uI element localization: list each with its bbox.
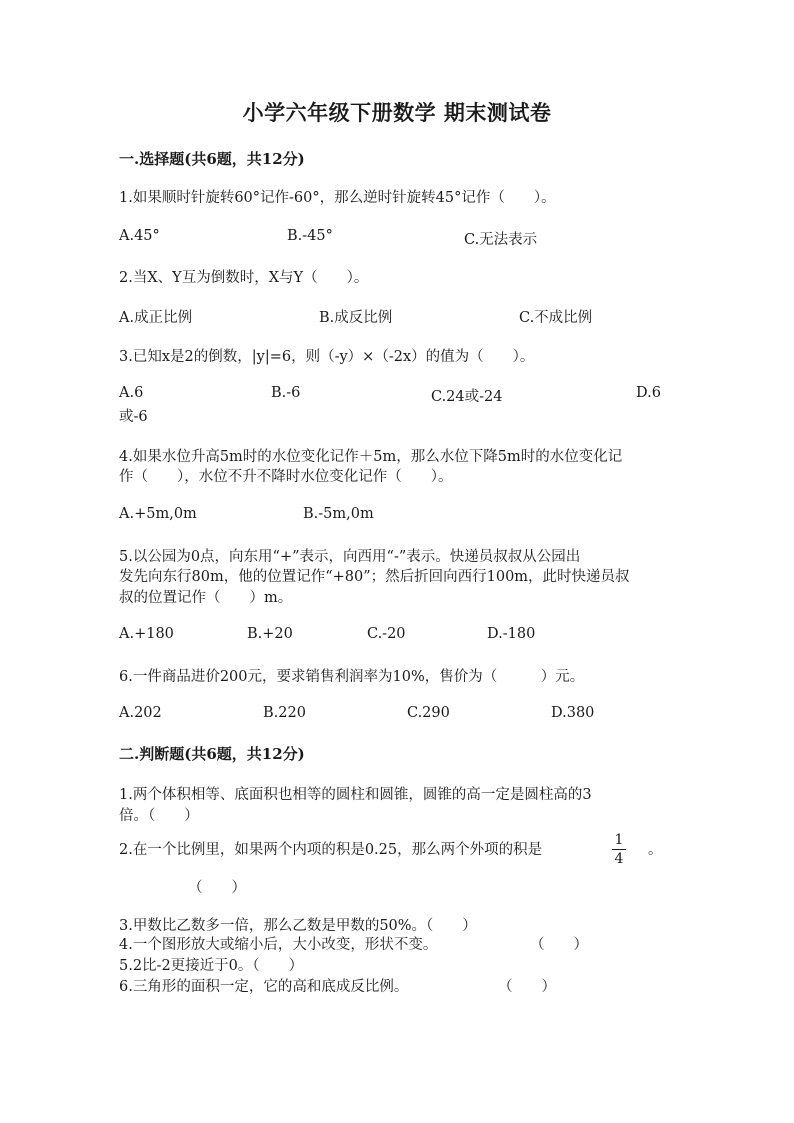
j3-text: 3.甲数比乙数多一倍，那么乙数是甲数的50%。（ ） <box>119 918 477 934</box>
q6-option-b: B.220 <box>263 705 306 721</box>
q3-option-c: C.24或-24 <box>431 389 503 405</box>
q2-stem: 2.当X、Y互为倒数时，X与Y（ ）。 <box>119 270 369 286</box>
fraction-denominator: 4 <box>614 851 624 867</box>
q3-stem: 3.已知x是2的倒数，|y|=6，则（-y）×（-2x）的值为（ ）。 <box>119 349 535 365</box>
q3-option-a: A.6 <box>119 385 144 401</box>
j5-text: 5.2比-2更接近于0。（ ） <box>119 958 304 974</box>
q6-stem: 6.一件商品进价200元，要求销售利润率为10%，售价为（ ）元。 <box>119 669 585 685</box>
section-heading-choice: 一.选择题(共6题，共12分) <box>119 150 305 168</box>
q5-option-b: B.+20 <box>247 626 293 642</box>
fraction-numerator: 1 <box>614 832 624 848</box>
q5-stem-line3: 叔的位置记作（ ）m。 <box>119 590 293 606</box>
q5-stem-line1: 5.以公园为0点，向东用“+”表示，向西用“-”表示。快递员叔叔从公园出 <box>119 549 581 565</box>
j2-period: 。 <box>648 842 663 858</box>
page-title: 小学六年级下册数学 期末测试卷 <box>242 100 552 125</box>
q1-option-a: A.45° <box>119 228 160 244</box>
q5-stem-line2: 发先向东行80m，他的位置记作“+80”；然后折回向西行100m，此时快递员叔 <box>119 569 630 585</box>
q2-option-a: A.成正比例 <box>119 310 193 326</box>
q5-option-a: A.+180 <box>119 626 174 642</box>
j6-text: 6.三角形的面积一定，它的高和底成反比例。 <box>119 979 409 995</box>
q5-option-d: D.-180 <box>487 626 536 642</box>
j4-text: 4.一个图形放大或缩小后，大小改变，形状不变。 <box>119 937 438 953</box>
q6-option-c: C.290 <box>407 705 450 721</box>
q4-stem-line1: 4.如果水位升高5m时的水位变化记作＋5m，那么水位下降5m时的水位变化记 <box>119 449 623 465</box>
q6-option-a: A.202 <box>119 705 162 721</box>
q2-option-b: B.成反比例 <box>319 310 393 326</box>
j6-answer-paren: （ ） <box>498 979 556 995</box>
q5-option-c: C.-20 <box>367 626 406 642</box>
q6-option-d: D.380 <box>551 705 595 721</box>
j2-fraction <box>612 832 626 867</box>
q3-option-b: B.-6 <box>271 385 301 401</box>
j1-line2: 倍。（ ） <box>119 808 199 824</box>
q4-stem-line2: 作（ ），水位不升不降时水位变化记作（ ）。 <box>119 469 453 485</box>
q1-option-c: C.无法表示 <box>464 232 538 248</box>
j4-answer-paren: （ ） <box>530 937 588 953</box>
q4-option-a: A.+5m,0m <box>119 506 197 522</box>
j1-line1: 1.两个体积相等、底面积也相等的圆柱和圆锥，圆锥的高一定是圆柱高的3 <box>119 787 592 803</box>
j2-answer-paren: （ ） <box>188 880 246 896</box>
section-heading-judgment: 二.判断题(共6题，共12分) <box>119 745 305 763</box>
j2-text: 2.在一个比例里，如果两个内项的积是0.25，那么两个外项的积是 <box>119 842 543 858</box>
q4-option-b: B.-5m,0m <box>303 506 374 522</box>
q1-option-b: B.-45° <box>287 228 333 244</box>
q3-option-d: D.6 <box>636 385 661 401</box>
q3-option-d-continued: 或-6 <box>119 409 148 425</box>
fraction-bar <box>612 849 626 850</box>
q1-stem: 1.如果顺时针旋转60°记作-60°，那么逆时针旋转45°记作（ ）。 <box>119 190 556 206</box>
q2-option-c: C.不成比例 <box>519 310 593 326</box>
